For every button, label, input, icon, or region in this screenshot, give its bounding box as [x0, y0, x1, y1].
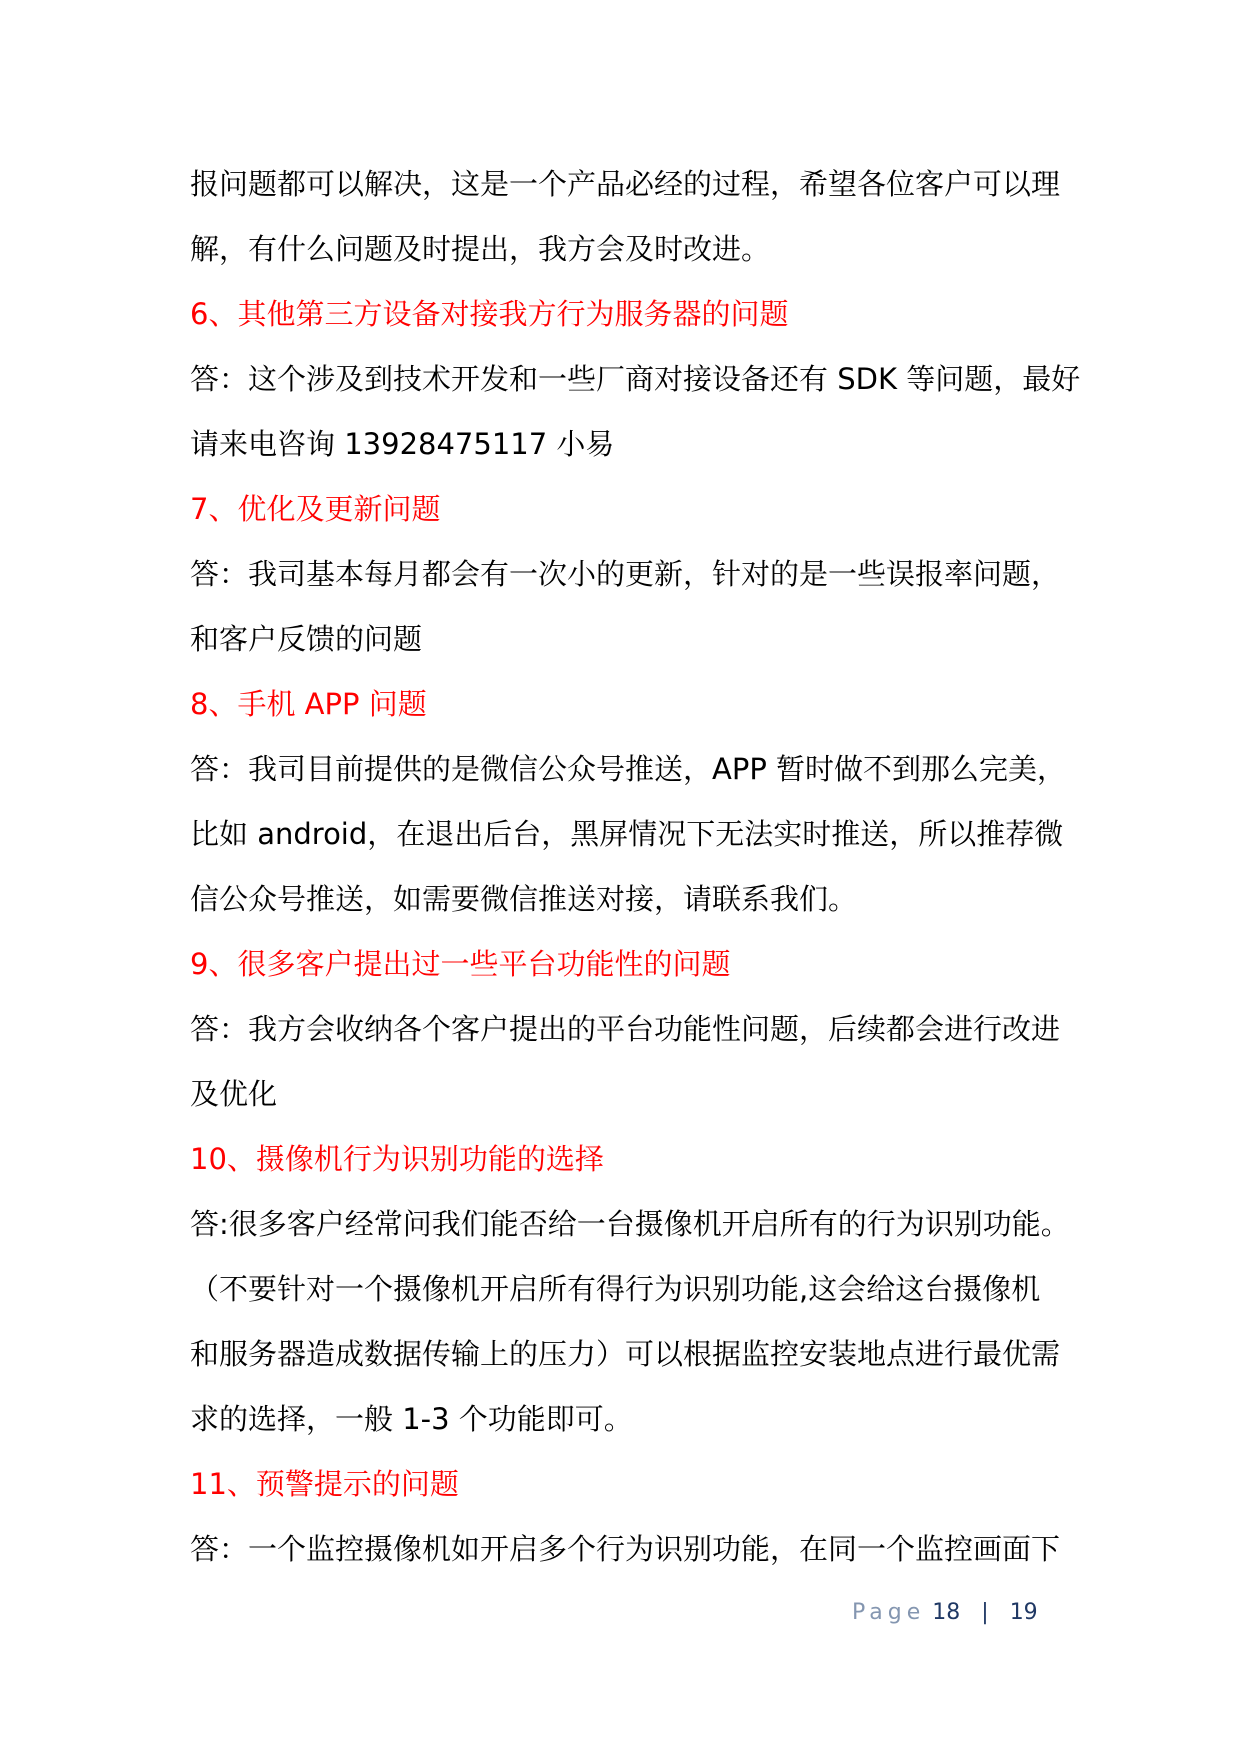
- paragraph-line: 答：我司目前提供的是微信公众号推送，APP 暂时做不到那么完美，: [190, 752, 1067, 786]
- paragraph-line: 和服务器造成数据传输上的压力）可以根据监控安装地点进行最优需: [190, 1337, 1061, 1371]
- paragraph-line: 比如 android，在退出后台，黑屏情况下无法实时推送，所以推荐微: [190, 817, 1064, 851]
- document-body: [190, 152, 1081, 1582]
- page-total: 19: [1009, 1600, 1038, 1625]
- section-heading: 7、优化及更新问题: [190, 492, 441, 526]
- page-footer: [852, 1598, 1038, 1628]
- page-label: Page: [852, 1600, 926, 1625]
- section-heading: 11、预警提示的问题: [190, 1467, 459, 1501]
- paragraph-line: 解，有什么问题及时提出，我方会及时改进。: [190, 232, 771, 266]
- paragraph-line: 答:很多客户经常问我们能否给一台摄像机开启所有的行为识别功能。: [190, 1207, 1070, 1241]
- section-heading: 6、其他第三方设备对接我方行为服务器的问题: [190, 297, 789, 331]
- paragraph-line: 答：这个涉及到技术开发和一些厂商对接设备还有 SDK 等问题，最好: [190, 362, 1081, 396]
- section-heading: 9、很多客户提出过一些平台功能性的问题: [190, 947, 731, 981]
- section-heading: 8、手机 APP 问题: [190, 687, 427, 721]
- paragraph-line: （不要针对一个摄像机开启所有得行为识别功能,这会给这台摄像机: [190, 1272, 1041, 1306]
- paragraph-line: 报问题都可以解决，这是一个产品必经的过程，希望各位客户可以理: [190, 167, 1061, 201]
- paragraph-line: 答：我方会收纳各个客户提出的平台功能性问题，后续都会进行改进: [190, 1012, 1061, 1046]
- page-current: 18: [932, 1600, 961, 1625]
- paragraph-line: 及优化: [190, 1077, 278, 1111]
- paragraph-line: 答：一个监控摄像机如开启多个行为识别功能，在同一个监控画面下: [190, 1532, 1061, 1566]
- paragraph-line: 和客户反馈的问题: [190, 622, 423, 656]
- paragraph-line: 信公众号推送，如需要微信推送对接，请联系我们。: [190, 882, 858, 916]
- page-separator: |: [981, 1600, 989, 1625]
- paragraph-line: 请来电咨询 13928475117 小易: [190, 427, 615, 461]
- section-heading: 10、摄像机行为识别功能的选择: [190, 1142, 604, 1176]
- paragraph-line: 求的选择，一般 1-3 个功能即可。: [190, 1402, 633, 1436]
- paragraph-line: 答：我司基本每月都会有一次小的更新，针对的是一些误报率问题，: [190, 557, 1061, 591]
